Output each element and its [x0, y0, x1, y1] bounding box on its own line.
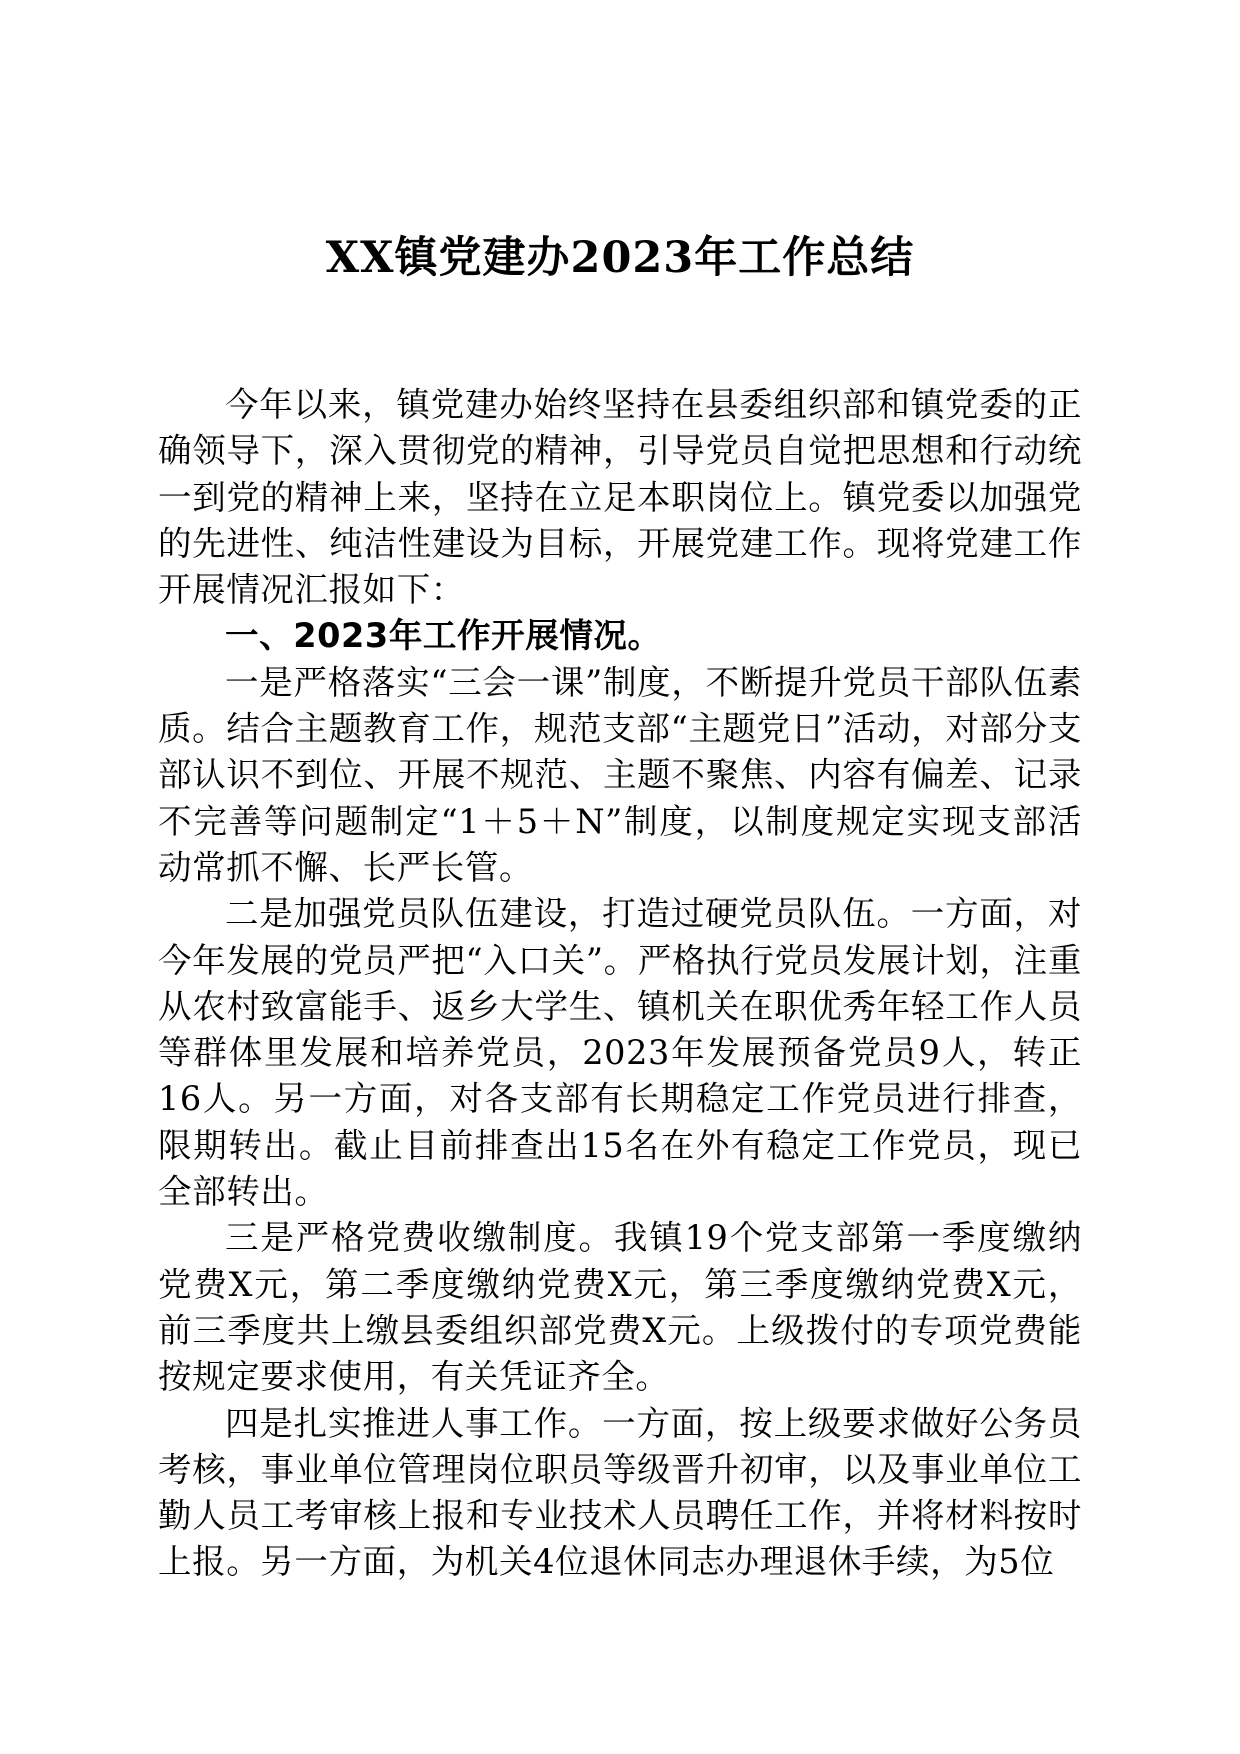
body-paragraph: 四是扎实推进人事工作。一方面，按上级要求做好公务员考核，事业单位管理岗位职员等级晋升初审，以及事业单位工勤人员工考审核上报和专业技术人员聘任工作，并将材料按时上报。另一方面，为机关4位退休同志办理退休手续，为5位 [158, 1403, 1082, 1582]
intro-paragraph: 今年以来，镇党建办始终坚持在县委组织部和镇党委的正确领导下，深入贯彻党的精神，引导党员自觉把思想和行动统一到党的精神上来，坚持在立足本职岗位上。镇党委以加强党的先进性、纯洁性建设为目标，开展党建工作。现将党建工作开展情况汇报如下： [158, 385, 1082, 610]
body-paragraph: 三是严格党费收缴制度。我镇19个党支部第一季度缴纳党费X元，第二季度缴纳党费X元，第三季度缴纳党费X元，前三季度共上缴县委组织部党费X元。上级拨付的专项党费能按规定要求使用，有关凭证齐全。 [158, 1218, 1082, 1397]
body-paragraph: 一是严格落实“三会一课”制度，不断提升党员干部队伍素质。结合主题教育工作，规范支部“主题党日”活动，对部分支部认识不到位、开展不规范、主题不聚焦、内容有偏差、记录不完善等问题制定“1＋5＋N”制度，以制度规定实现支部活动常抓不懈、长严长管。 [158, 662, 1082, 887]
body-paragraph: 二是加强党员队伍建设，打造过硬党员队伍。一方面，对今年发展的党员严把“入口关”。严格执行党员发展计划，注重从农村致富能手、返乡大学生、镇机关在职优秀年轻工作人员等群体里发展和培养党员，2023年发展预备党员9人，转正16人。另一方面，对各支部有长期稳定工作党员进行排查，限期转出。截止目前排查出15名在外有稳定工作党员，现已全部转出。 [158, 894, 1082, 1212]
document-body [158, 382, 1082, 1586]
document-title: XX镇党建办2023年工作总结 [325, 233, 915, 283]
section-heading: 一、2023年工作开展情况。 [225, 616, 662, 656]
